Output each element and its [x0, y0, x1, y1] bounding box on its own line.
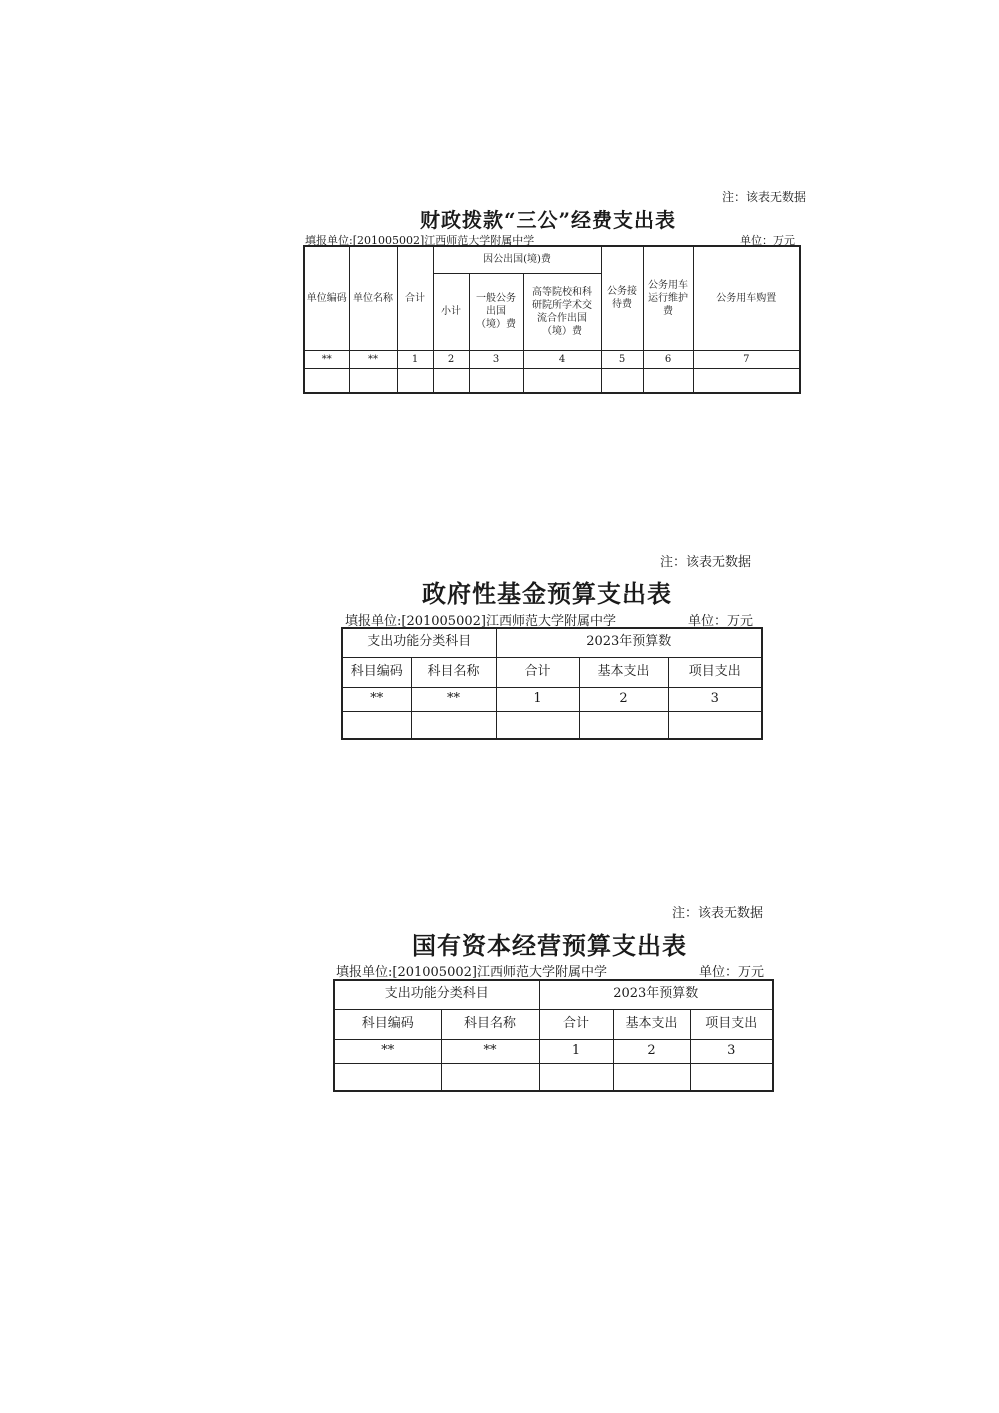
th-name: 科目名称 — [411, 657, 496, 687]
th-project: 项目支出 — [668, 657, 762, 687]
th-total: 合计 — [539, 1009, 613, 1039]
index-cell: 2 — [433, 350, 469, 368]
th-total: 合计 — [397, 246, 433, 350]
index-cell: ** — [334, 1039, 441, 1063]
table2-index-row — [342, 687, 762, 711]
table1-note: 注：该表无数据 — [722, 190, 807, 204]
empty-cell — [496, 711, 579, 739]
th-category: 支出功能分类科目 — [342, 628, 496, 657]
table1 — [303, 245, 801, 394]
index-cell: 6 — [643, 350, 693, 368]
index-cell: 1 — [539, 1039, 613, 1063]
table1-unit: 单位：万元 — [740, 234, 795, 247]
table1-empty-row — [304, 368, 800, 393]
table1-filler: 填报单位:[201005002]江西师范大学附属中学 — [305, 234, 535, 247]
empty-cell — [601, 368, 643, 393]
table1-index-row — [304, 350, 800, 368]
empty-cell — [441, 1063, 539, 1091]
table3-empty-row — [334, 1063, 773, 1091]
empty-cell — [342, 711, 411, 739]
th-total: 合计 — [496, 657, 579, 687]
table2-filler: 填报单位:[201005002]江西师范大学附属中学 — [345, 614, 616, 629]
table3 — [333, 979, 774, 1092]
th-unit-name: 单位名称 — [349, 246, 397, 350]
empty-cell — [349, 368, 397, 393]
table3-unit: 单位：万元 — [699, 965, 765, 980]
table3-note: 注：该表无数据 — [672, 906, 764, 921]
table2-note: 注：该表无数据 — [660, 555, 752, 570]
empty-cell — [397, 368, 433, 393]
index-cell: ** — [441, 1039, 539, 1063]
index-cell: 3 — [469, 350, 523, 368]
th-code: 科目编码 — [342, 657, 411, 687]
th-category: 支出功能分类科目 — [334, 980, 539, 1009]
empty-cell — [469, 368, 523, 393]
empty-cell — [693, 368, 800, 393]
table3-filler: 填报单位:[201005002]江西师范大学附属中学 — [336, 965, 607, 980]
th-unit-code: 单位编码 — [304, 246, 349, 350]
th-basic: 基本支出 — [613, 1009, 690, 1039]
th-reception: 公务接待费 — [601, 246, 643, 350]
index-cell: 1 — [397, 350, 433, 368]
th-vehicle-purchase: 公务用车购置 — [693, 246, 800, 350]
th-abroad-group: 因公出国(境)费 — [433, 246, 601, 273]
table2-empty-row — [342, 711, 762, 739]
empty-cell — [411, 711, 496, 739]
empty-cell — [690, 1063, 773, 1091]
index-cell: 1 — [496, 687, 579, 711]
index-cell: 3 — [668, 687, 762, 711]
table2 — [341, 627, 763, 740]
th-basic: 基本支出 — [579, 657, 668, 687]
th-budget-year: 2023年预算数 — [539, 980, 773, 1009]
index-cell: 3 — [690, 1039, 773, 1063]
index-cell: 5 — [601, 350, 643, 368]
index-cell: 7 — [693, 350, 800, 368]
index-cell: ** — [304, 350, 349, 368]
table3-title: 国有资本经营预算支出表 — [412, 931, 687, 960]
index-cell: ** — [411, 687, 496, 711]
th-code: 科目编码 — [334, 1009, 441, 1039]
empty-cell — [334, 1063, 441, 1091]
table2-unit: 单位：万元 — [688, 614, 754, 629]
empty-cell — [539, 1063, 613, 1091]
empty-cell — [523, 368, 601, 393]
index-cell: 2 — [613, 1039, 690, 1063]
table2-title: 政府性基金预算支出表 — [422, 579, 672, 608]
empty-cell — [643, 368, 693, 393]
empty-cell — [304, 368, 349, 393]
th-project: 项目支出 — [690, 1009, 773, 1039]
empty-cell — [579, 711, 668, 739]
empty-cell — [433, 368, 469, 393]
index-cell: ** — [349, 350, 397, 368]
index-cell: 4 — [523, 350, 601, 368]
empty-cell — [668, 711, 762, 739]
th-vehicle-maint: 公务用车运行维护费 — [643, 246, 693, 350]
th-general-abroad: 一般公务出国（境）费 — [469, 273, 523, 350]
index-cell: 2 — [579, 687, 668, 711]
table3-index-row — [334, 1039, 773, 1063]
th-name: 科目名称 — [441, 1009, 539, 1039]
th-subtotal: 小计 — [433, 273, 469, 350]
th-academic-abroad: 高等院校和科研院所学术交流合作出国（境）费 — [523, 273, 601, 350]
table1-title: 财政拨款“三公”经费支出表 — [420, 208, 677, 232]
empty-cell — [613, 1063, 690, 1091]
index-cell: ** — [342, 687, 411, 711]
th-budget-year: 2023年预算数 — [496, 628, 762, 657]
